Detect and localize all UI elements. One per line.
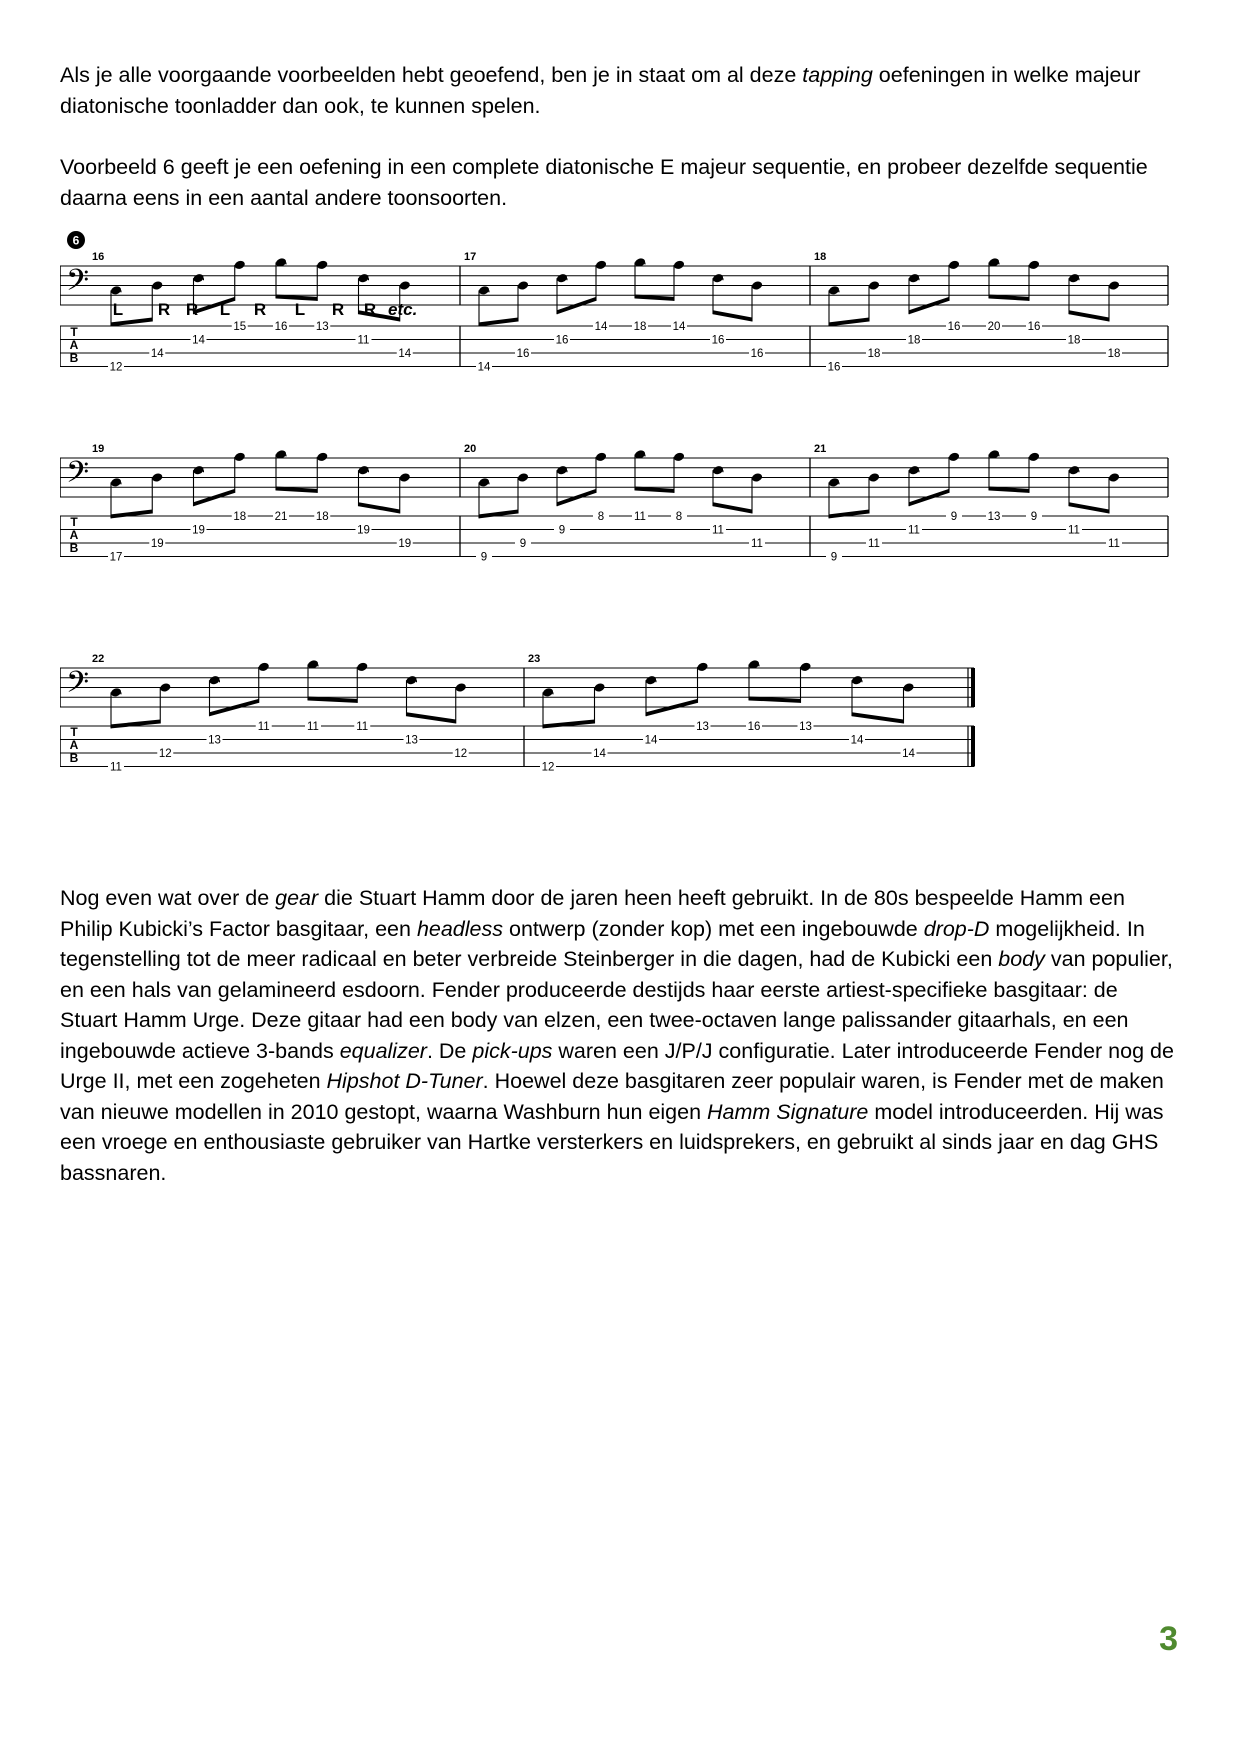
tab-fret-number: 9 — [830, 551, 838, 564]
bass-clef-icon: 𝄢 — [66, 455, 90, 496]
tapping-hand-label: R — [363, 300, 377, 319]
tab-clef-letter: B — [69, 541, 79, 555]
beam — [909, 297, 949, 314]
tab-fret-number: 9 — [519, 538, 527, 550]
note-head — [159, 682, 171, 693]
tab-fret-number: 13 — [987, 511, 1001, 523]
note-head — [110, 477, 122, 488]
note-head — [556, 465, 568, 476]
note-head — [478, 285, 490, 296]
tab-fret-number: 18 — [1107, 348, 1121, 360]
tab-fret-number: 18 — [233, 511, 247, 523]
note-head — [712, 273, 724, 284]
note-head — [908, 465, 920, 476]
tapping-hand-label: R — [253, 300, 267, 319]
text-run: ontwerp (zonder kop) met een ingebouwde — [503, 916, 924, 941]
italic-term: body — [998, 947, 1045, 971]
measure-number: 17 — [464, 251, 477, 263]
tapping-etc-label: etc. — [388, 300, 418, 319]
tab-fret-number: 14 — [850, 734, 864, 747]
tab-fret-number: 8 — [597, 511, 605, 523]
tab-fret-number: 8 — [675, 511, 683, 523]
text-run: oefeningen in welke majeur diatonische toonladder dan ook, te kunnen spelen. — [60, 63, 1141, 118]
tab-fret-number: 14 — [644, 734, 658, 747]
note-head — [908, 273, 920, 284]
text-run: model introduceerden. Hij was een vroege en enthousiaste gebruiker van Hartke versterkers en luidsprekers, en gebruikt al sinds jaar en dag GHS bassnaren. — [60, 1099, 1164, 1185]
tab-fret-number: 11 — [1068, 524, 1080, 537]
note-head — [851, 675, 863, 686]
beam — [852, 712, 904, 723]
note-head — [357, 465, 369, 476]
tab-fret-number: 9 — [558, 524, 566, 537]
measure-number: 22 — [92, 653, 105, 665]
page-number: 3 — [1159, 1620, 1178, 1658]
tab-fret-number: 16 — [947, 321, 961, 333]
tab-fret-number: 16 — [1027, 321, 1041, 333]
bass-clef-icon: 𝄢 — [66, 263, 90, 304]
note-head — [1108, 280, 1120, 291]
tab-fret-number: 14 — [672, 321, 686, 333]
beam — [111, 720, 160, 729]
note-head — [799, 662, 811, 673]
beam — [713, 310, 752, 321]
tab-fret-number: 9 — [1030, 511, 1038, 523]
note-head — [751, 280, 763, 291]
tab-fret-number: 19 — [192, 524, 205, 537]
tapping-hand-label: L — [219, 300, 231, 319]
tab-fret-number: 12 — [541, 761, 555, 774]
beam — [646, 699, 698, 716]
tab-fret-number: 14 — [150, 348, 164, 360]
note-head — [192, 465, 204, 476]
tab-fret-number: 18 — [867, 348, 881, 360]
italic-term: drop-D — [923, 916, 990, 941]
tab-fret-number: 16 — [274, 321, 288, 333]
tapping-hand-label: L — [112, 300, 124, 319]
tab-fret-number: 11 — [357, 334, 370, 347]
note-head — [948, 260, 960, 271]
text-run: mogelijkheid. In tegenstelling tot de meer radicaal en beter verbreide Steinberger in die dagen, had de Kubicki een — [60, 916, 1145, 971]
beam — [909, 489, 949, 506]
tab-fret-number: 16 — [516, 348, 530, 360]
note-head — [1028, 452, 1040, 463]
note-head — [151, 280, 163, 291]
beam — [1069, 502, 1109, 513]
note-head — [712, 465, 724, 476]
tapping-hand-label: L — [294, 300, 306, 319]
tab-fret-number: 18 — [315, 511, 329, 523]
tab-clef-letter: A — [69, 528, 79, 542]
tapping-hand-label: R — [157, 300, 171, 319]
gear-paragraph — [60, 883, 1180, 1188]
tab-fret-number: 15 — [233, 321, 247, 333]
beam — [543, 720, 595, 729]
note-head — [1068, 273, 1080, 284]
italic-term: gear — [275, 886, 319, 910]
tab-fret-number: 16 — [750, 348, 764, 360]
note-head — [517, 280, 529, 291]
beam — [210, 699, 259, 716]
tab-fret-number: 21 — [274, 511, 288, 523]
note-head — [517, 472, 529, 483]
tab-fret-number: 19 — [150, 538, 164, 550]
tab-fret-number: 13 — [799, 721, 812, 733]
beam — [557, 489, 596, 506]
tab-clef-letter: B — [69, 351, 79, 365]
note-head — [593, 682, 605, 693]
note-head — [868, 472, 880, 483]
bass-clef-icon: 𝄢 — [66, 665, 90, 706]
tab-fret-number: 18 — [907, 334, 921, 347]
tab-fret-number: 19 — [357, 524, 370, 537]
note-head — [902, 682, 914, 693]
tab-clef-letter: T — [70, 325, 78, 339]
text-run: van populier, en een hals van gelamineerd esdoorn. Fender produceerde destijds haar eerste artiest-specifieke basgitaar: de Stuart Hamm Urge. Deze gitaar had een body van elzen, een twee-octaven lange palissander gitaarhals, en een ingebouwde actieve 3-bands — [60, 947, 1173, 1063]
tab-fret-number: 11 — [908, 524, 920, 537]
tab-fret-number: 16 — [555, 334, 569, 347]
tab-fret-number: 13 — [696, 721, 709, 733]
beam — [557, 297, 596, 314]
measure-number: 23 — [528, 653, 541, 665]
note-head — [645, 675, 657, 686]
tab-fret-number: 11 — [712, 524, 724, 537]
note-head — [1108, 472, 1120, 483]
tab-clef-letter: T — [70, 515, 78, 529]
text-run: Als je alle voorgaande voorbeelden hebt geoefend, ben je in staat om al deze — [60, 63, 803, 87]
italic-term: equalizer — [339, 1038, 427, 1063]
note-head — [110, 687, 122, 698]
text-run: die Stuart Hamm door de jaren heen heeft gebruikt. In de 80s bespeelde Hamm een Philip Kubicki’s Factor basgitaar, een — [60, 886, 1125, 941]
note-head — [399, 472, 411, 483]
note-head — [356, 662, 368, 673]
note-head — [556, 273, 568, 284]
tab-fret-number: 16 — [747, 721, 761, 733]
tab-fret-number: 11 — [257, 721, 270, 733]
note-head — [399, 280, 411, 291]
note-head — [316, 260, 328, 271]
italic-term: Hipshot D-Tuner — [326, 1069, 483, 1093]
tab-fret-number: 18 — [633, 321, 647, 333]
tab-fret-number: 14 — [594, 321, 608, 333]
note-head — [673, 452, 685, 463]
text-run: . Hoewel deze basgitaren zeer populair waren, is Fender met de maken van nieuwe modellen in 2010 gestopt, waarna Washburn hun eigen — [60, 1069, 1164, 1124]
beam — [829, 510, 869, 519]
note-head — [828, 285, 840, 296]
note-head — [948, 452, 960, 463]
note-head — [595, 452, 607, 463]
tab-fret-number: 13 — [405, 734, 418, 747]
note-head — [542, 687, 554, 698]
note-head — [828, 477, 840, 488]
tab-fret-number: 14 — [398, 348, 412, 360]
final-bar-thick — [971, 668, 975, 707]
note-head — [455, 682, 467, 693]
text-run: . De — [426, 1038, 473, 1063]
beam — [407, 712, 456, 723]
italic-term: tapping — [802, 63, 873, 87]
tab-fret-number: 11 — [110, 761, 122, 774]
music-notation — [60, 230, 1180, 850]
tab-fret-number: 17 — [109, 551, 123, 564]
note-head — [595, 260, 607, 271]
tab-fret-number: 11 — [356, 721, 369, 733]
note-head — [357, 273, 369, 284]
tapping-hand-label: R — [331, 300, 345, 319]
beam — [1069, 310, 1109, 321]
tab-fret-number: 12 — [109, 361, 123, 374]
note-head — [234, 260, 246, 271]
example-description-paragraph — [60, 152, 1180, 213]
measure-number: 19 — [92, 443, 105, 455]
tab-fret-number: 9 — [950, 511, 958, 523]
final-bar-thick — [971, 726, 975, 767]
beam — [829, 318, 869, 327]
text-run: Nog even wat over de — [60, 886, 276, 910]
note-head — [696, 662, 708, 673]
measure-number: 18 — [814, 251, 827, 263]
tab-fret-number: 20 — [987, 321, 1001, 333]
note-head — [208, 675, 220, 686]
italic-term: headless — [416, 916, 504, 941]
tab-fret-number: 11 — [634, 511, 646, 523]
tab-fret-number: 16 — [711, 334, 725, 347]
note-head — [673, 260, 685, 271]
intro-paragraph — [60, 60, 1180, 121]
tab-fret-number: 11 — [868, 538, 880, 550]
tab-fret-number: 9 — [480, 551, 488, 564]
note-head — [405, 675, 417, 686]
tab-fret-number: 14 — [477, 361, 491, 374]
tab-clef-letter: T — [70, 725, 78, 739]
note-head — [478, 477, 490, 488]
tab-clef-letter: A — [69, 738, 79, 752]
measure-number: 21 — [814, 443, 827, 455]
text-run: Voorbeeld 6 geeft je een oefening in een complete diatonische E majeur sequentie, en probeer dezelfde sequentie daarna eens in een aantal andere toonsoorten. — [60, 155, 1148, 210]
tab-fret-number: 11 — [1108, 538, 1120, 550]
beam — [111, 510, 152, 519]
italic-term: Hamm Signature — [707, 1099, 869, 1124]
tapping-hand-label: R — [185, 300, 199, 319]
tab-clef-letter: A — [69, 338, 79, 352]
note-head — [258, 662, 270, 673]
tab-fret-number: 14 — [593, 748, 606, 760]
tab-fret-number: 11 — [751, 538, 763, 550]
tab-fret-number: 13 — [315, 321, 329, 333]
measure-number: 16 — [92, 251, 105, 263]
tab-clef-letter: B — [69, 751, 79, 765]
note-head — [1068, 465, 1080, 476]
note-head — [110, 285, 122, 296]
note-head — [192, 273, 204, 284]
tab-fret-number: 11 — [307, 721, 319, 733]
tab-fret-number: 16 — [827, 361, 841, 374]
tab-fret-number: 19 — [398, 538, 412, 550]
measure-number: 20 — [464, 443, 477, 455]
note-head — [1028, 260, 1040, 271]
tab-fret-number: 12 — [454, 748, 468, 760]
note-head — [234, 452, 246, 463]
beam — [713, 502, 752, 513]
example-number: 6 — [72, 233, 80, 248]
beam — [479, 510, 518, 519]
note-head — [151, 472, 163, 483]
beam — [479, 318, 518, 327]
beam — [194, 489, 235, 506]
tab-fret-number: 14 — [902, 748, 915, 760]
note-head — [751, 472, 763, 483]
tab-fret-number: 18 — [1067, 334, 1081, 347]
tab-fret-number: 12 — [158, 748, 172, 760]
note-head — [868, 280, 880, 291]
italic-term: pick-ups — [472, 1038, 553, 1063]
beam — [359, 502, 400, 513]
tab-fret-number: 13 — [208, 734, 221, 747]
text-run: waren een J/P/J configuratie. Later introduceerde Fender nog de Urge II, met een zogeheten — [60, 1038, 1174, 1093]
note-head — [316, 452, 328, 463]
tab-fret-number: 14 — [192, 334, 205, 347]
